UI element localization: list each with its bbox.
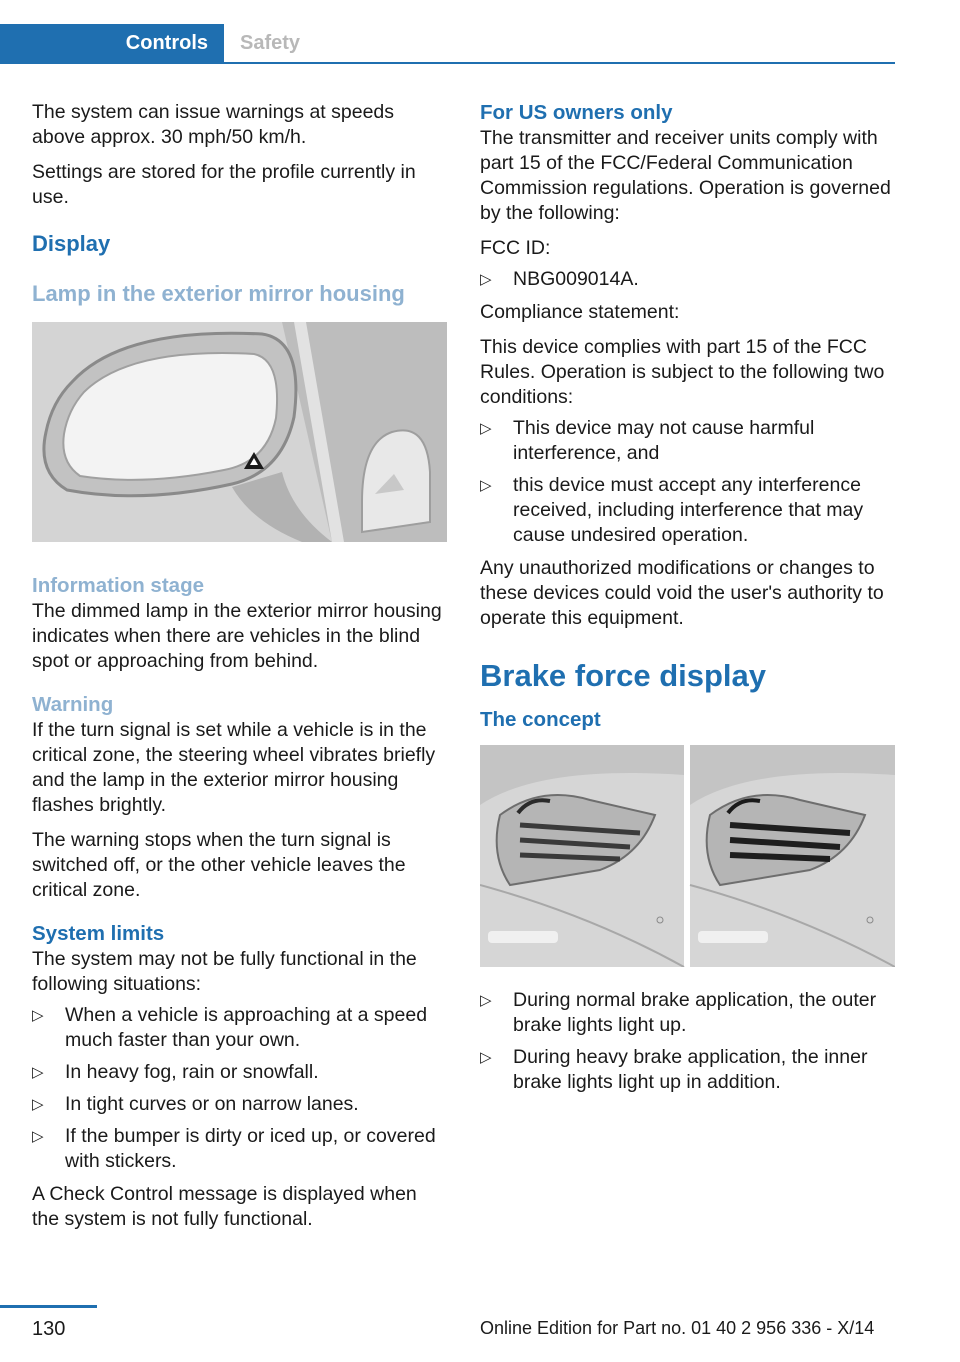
brake-lights-figure [480,745,895,972]
brake-lights-illustration [480,745,895,967]
tab-controls[interactable]: Controls [0,24,224,62]
display-heading: Display [32,231,111,256]
bullet-icon: ▷ [480,992,492,1009]
bullet-icon: ▷ [480,477,492,494]
bullet-icon: ▷ [32,1064,44,1081]
footer-rule [0,1305,97,1308]
us-owners-text: The transmitter and receiver units comply with part 15 of the FCC/Federal Communication Commission regulations. Operation is governed by the following: [480,127,891,224]
information-stage-heading: Information stage [32,574,204,597]
fcc-id-list [480,267,895,292]
system-limits-heading: System limits [32,922,165,945]
warning-text-2: The warning stops when the turn signal is switched off, or the other vehicle leaves the critical zone. [32,829,406,901]
warning-heading: Warning [32,693,114,716]
list-item: ▷ When a vehicle is approaching at a speed much faster than your own. [32,1004,428,1051]
list-item: ▷ During normal brake application, the outer brake lights light up. [480,989,877,1036]
mirror-illustration [32,322,447,542]
right-column [480,100,895,1103]
warning-text-1: If the turn signal is set while a vehicle is in the critical zone, the steering wheel vibrates briefly and the lamp in the exterior mirror housing flashes brightly. [32,719,436,816]
list-item: ▷ In tight curves or on narrow lanes. [32,1093,359,1115]
left-column [32,100,447,1242]
system-limits-list [32,1003,447,1174]
information-stage-text: The dimmed lamp in the exterior mirror housing indicates when there are vehicles in the blind spot or approaching from behind. [32,600,442,672]
brake-force-list [480,988,895,1095]
brake-force-display-heading: Brake force display [480,658,767,693]
system-limits-text: The system may not be fully functional in the following situations: [32,948,417,995]
list-item: ▷ During heavy brake application, the inner brake lights light up in addition. [480,1046,868,1093]
intro-paragraph-2: Settings are stored for the profile currently in use. [32,161,416,208]
compliance-text: This device complies with part 15 of the FCC Rules. Operation is subject to the following two conditions: [480,336,885,408]
list-item: ▷ This device may not cause harmful interference, and [480,417,815,464]
bullet-icon: ▷ [480,1049,492,1066]
lamp-heading: Lamp in the exterior mirror housing [32,281,405,306]
edition-note: Online Edition for Part no. 01 40 2 956 336 - X/14 [480,1318,875,1338]
compliance-list [480,416,895,548]
compliance-label: Compliance statement: [480,301,680,323]
the-concept-heading: The concept [480,708,601,731]
intro-paragraph-1: The system can issue warnings at speeds above approx. 30 mph/50 km/h. [32,101,395,148]
bullet-icon: ▷ [32,1007,44,1024]
us-owners-heading: For US owners only [480,101,673,124]
bullet-icon: ▷ [32,1096,44,1113]
check-control-text: A Check Control message is displayed when the system is not fully functional. [32,1183,417,1230]
header-tabs [0,24,895,64]
bullet-icon: ▷ [32,1128,44,1145]
list-item: ▷ NBG009014A. [480,268,639,290]
list-item: ▷ this device must accept any interference received, including interference that may cause undesired operation. [480,474,864,546]
fcc-id-label: FCC ID: [480,237,551,259]
mirror-lamp-figure [32,322,447,547]
list-item: ▷ If the bumper is dirty or iced up, or covered with stickers. [32,1125,436,1172]
bullet-icon: ▷ [480,420,492,437]
list-item: ▷ In heavy fog, rain or snowfall. [32,1061,319,1083]
unauthorized-modifications-text: Any unauthorized modifications or changes to these devices could void the user's authority to operate this equipment. [480,557,884,629]
page-number: 130 [32,1318,66,1340]
bullet-icon: ▷ [480,271,492,288]
tab-safety[interactable]: Safety [240,32,301,54]
